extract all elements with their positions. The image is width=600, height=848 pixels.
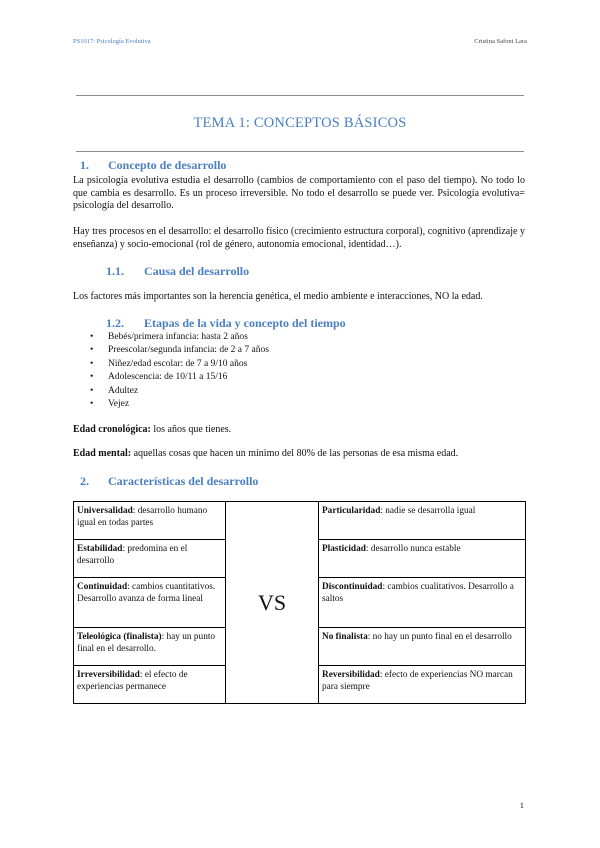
- cell-term: Particularidad: [322, 506, 381, 516]
- definition-term: Edad mental:: [73, 448, 132, 459]
- table-cell-right: [319, 540, 526, 578]
- table-cell-right: [319, 628, 526, 666]
- section-2-heading: [80, 474, 258, 489]
- list-item: • Adultez: [90, 385, 269, 398]
- paragraph-intro: La psicología evolutiva estudia el desarrollo (cambios de comportamiento con el paso del tiempo). No todo lo que cambia es desarrollo. Es un proceso irreversible. No todo el desarrollo se puede ver. Psicología evolutiva= psicología del desarrollo.: [73, 175, 525, 211]
- table-cell-left: [74, 502, 226, 540]
- definition-text: aquellas cosas que hacen un mínimo del 80% de las personas de esa misma edad.: [131, 448, 459, 459]
- section-title: Causa del desarrollo: [144, 264, 250, 278]
- cell-term: No finalista: [322, 632, 368, 642]
- cell-term: Continuidad: [77, 582, 128, 592]
- definition-text: los años que tienes.: [150, 424, 232, 435]
- cell-term: Discontinuidad: [322, 582, 383, 592]
- cell-term: Estabilidad: [77, 544, 123, 554]
- vs-cell: [226, 502, 319, 704]
- cell-text: : el efecto de experiencias permanece: [77, 670, 188, 692]
- cell-text: : efecto de experiencias NO marcan para siempre: [322, 670, 513, 692]
- cell-text: : cambios cualitativos. Desarrollo a saltos: [322, 582, 514, 604]
- list-item: • Vejez: [90, 398, 269, 411]
- section-number: 1.2.: [106, 316, 124, 330]
- cell-text: : cambios cuantitativos. Desarrollo avanza de forma lineal: [77, 582, 216, 604]
- section-number: 1.: [80, 158, 89, 172]
- cell-text: : desarrollo nunca estable: [365, 544, 461, 554]
- definition-chronological-age: [73, 424, 231, 435]
- cell-text: : nadie se desarrolla igual: [380, 506, 476, 516]
- cell-text: : predomina en el desarrollo: [77, 544, 188, 566]
- section-number: 1.1.: [106, 264, 124, 278]
- section-title: Concepto de desarrollo: [108, 158, 227, 172]
- list-item: • Niñez/edad escolar: de 7 a 9/10 años: [90, 358, 269, 371]
- table-cell-right: [319, 502, 526, 540]
- paragraph-causes: Los factores más importantes son la herencia genética, el medio ambiente e interacciones, NO la edad.: [73, 291, 483, 302]
- section-title: Etapas de la vida y concepto del tiempo: [144, 316, 346, 330]
- list-item: • Adolescencia: de 10/11 a 15/16: [90, 371, 269, 384]
- table-cell-left: [74, 628, 226, 666]
- paragraph-processes: Hay tres procesos en el desarrollo: el desarrollo físico (crecimiento estructura corporal), cognitivo (aprendizaje y enseñanza) y socio-emocional (rol de género, autonomía emocional, identidad…).: [73, 226, 525, 250]
- cell-text: : no hay un punto final en el desarrollo: [367, 632, 512, 642]
- table-row: [74, 502, 526, 540]
- title-rule-top: [76, 95, 524, 96]
- table-cell-left: [74, 666, 226, 704]
- cell-term: Universalidad: [77, 506, 133, 516]
- cell-term: Irreversibilidad: [77, 670, 140, 680]
- cell-term: Teleológica (finalista): [77, 632, 162, 642]
- page-title: TEMA 1: CONCEPTOS BÁSICOS: [193, 115, 407, 131]
- vs-label: VS: [257, 590, 287, 615]
- definition-mental-age: [73, 448, 458, 459]
- header-author: Cristina Safont Lara: [474, 38, 527, 45]
- stages-list: [90, 331, 269, 411]
- section-1-heading: [80, 158, 226, 173]
- cell-text: : hay un punto final en el desarrollo.: [77, 632, 216, 654]
- comparison-table: [73, 501, 526, 704]
- cell-text: : desarrollo humano igual en todas partes: [77, 506, 208, 528]
- cell-term: Plasticidad: [322, 544, 366, 554]
- cell-term: Reversibilidad: [322, 670, 380, 680]
- title-rule-bottom: [76, 151, 524, 152]
- table-cell-right: [319, 578, 526, 628]
- table-cell-right: [319, 666, 526, 704]
- header-course: PS1017: Psicología Evolutiva: [73, 38, 151, 45]
- section-1-1-heading: [106, 264, 249, 279]
- section-1-2-heading: [106, 316, 346, 331]
- section-number: 2.: [80, 474, 89, 488]
- page-number: 1: [519, 800, 524, 810]
- table-cell-left: [74, 540, 226, 578]
- list-item: • Bebés/primera infancia: hasta 2 años: [90, 331, 269, 344]
- list-item: • Preescolar/segunda infancia: de 2 a 7 años: [90, 344, 269, 357]
- table-cell-left: [74, 578, 226, 628]
- definition-term: Edad cronológica:: [73, 424, 151, 435]
- section-title: Características del desarrollo: [108, 474, 259, 488]
